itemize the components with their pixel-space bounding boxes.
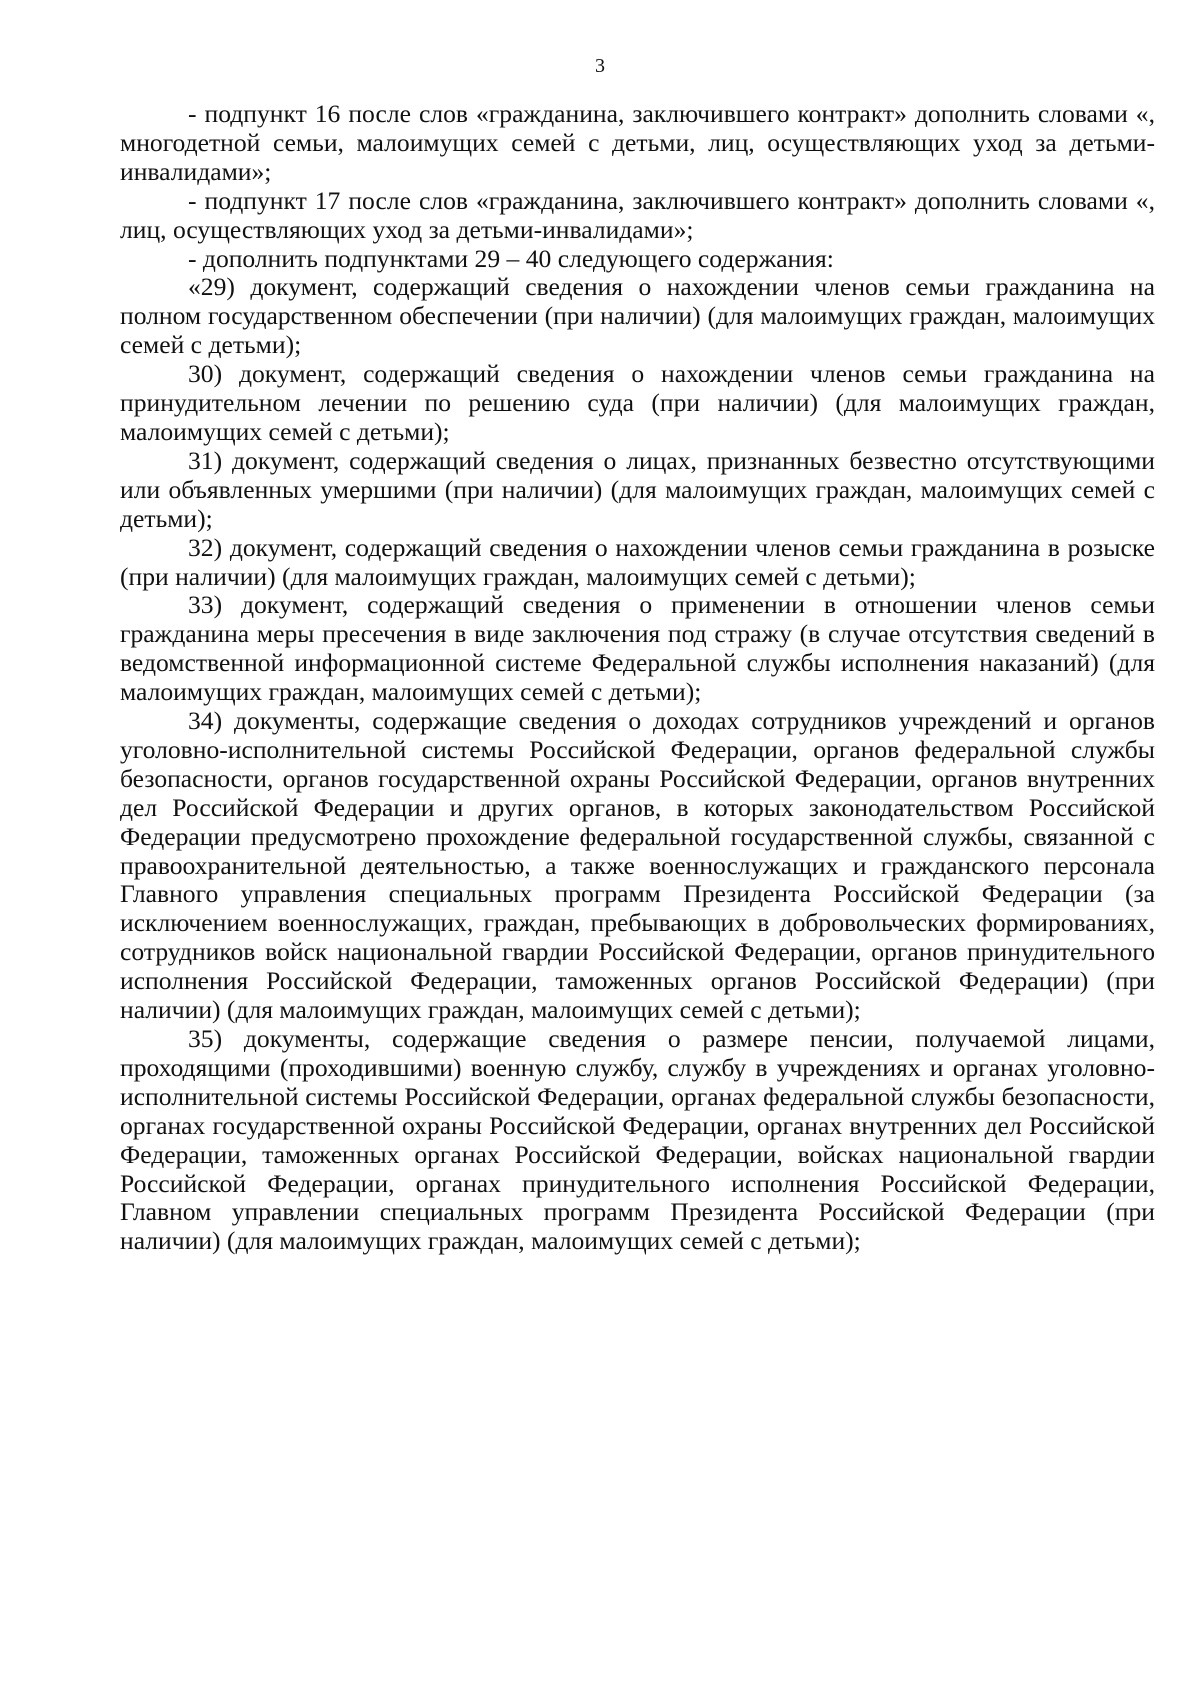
- body-text: [120, 100, 1155, 1256]
- paragraph-item-34: 34) документы, содержащие сведения о доходах сотрудников учреждений и органов уголовно-исполнительной системы Российской Федерации, органов федеральной службы безопасности, органов государственной охраны Российской Федерации, органов внутренних дел Российской Федерации и других органов, в которых законодательством Российской Федерации предусмотрено прохождение федеральной государственной службы, связанной с правоохранительной деятельностью, а также военнослужащих и гражданского персонала Главного управления специальных программ Президента Российской Федерации (за исключением военнослужащих, граждан, пребывающих в добровольческих формированиях, сотрудников войск национальной гвардии Российской Федерации, органов принудительного исполнения Российской Федерации, таможенных органов Российской Федерации) (при наличии) (для малоимущих граждан, малоимущих семей с детьми);: [120, 706, 1155, 1025]
- paragraph-item-30: 30) документ, содержащий сведения о нахождении членов семьи гражданина на принудительном лечении по решению суда (при наличии) (для малоимущих граждан, малоимущих семей с детьми);: [120, 359, 1155, 446]
- paragraph-item-32: 32) документ, содержащий сведения о нахождении членов семьи гражданина в розыске (при наличии) (для малоимущих граждан, малоимущих семей с детьми);: [120, 532, 1155, 591]
- paragraph-item-29: «29) документ, содержащий сведения о нахождении членов семьи гражданина на полном государственном обеспечении (при наличии) (для малоимущих граждан, малоимущих семей с детьми);: [120, 272, 1155, 360]
- paragraph-subitem-17: - подпункт 17 после слов «гражданина, заключившего контракт» дополнить словами «, лиц, осуществляющих уход за детьми-инвалидами»;: [120, 185, 1155, 244]
- paragraph-item-35: 35) документы, содержащие сведения о размере пенсии, получаемой лицами, проходящими (проходившими) военную службу, службу в учреждениях и органах уголовно-исполнительной системы Российской Федерации, органах федеральной службы безопасности, органах государственной охраны Российской Федерации, органах внутренних дел Российской Федерации, таможенных органах Российской Федерации, войсках национальной гвардии Российской Федерации, органах принудительного исполнения Российской Федерации, Главном управлении специальных программ Президента Российской Федерации (при наличии) (для малоимущих граждан, малоимущих семей с детьми);: [120, 1024, 1155, 1256]
- page-number: 3: [595, 55, 605, 77]
- paragraph-item-31: 31) документ, содержащий сведения о лицах, признанных безвестно отсутствующими или объявленных умершими (при наличии) (для малоимущих граждан, малоимущих семей с детьми);: [120, 445, 1155, 533]
- paragraph-subitem-16: - подпункт 16 после слов «гражданина, заключившего контракт» дополнить словами «, многодетной семьи, малоимущих семей с детьми, лиц, осуществляющих уход за детьми-инвалидами»;: [120, 99, 1155, 186]
- paragraph-item-33: 33) документ, содержащий сведения о применении в отношении членов семьи гражданина меры пресечения в виде заключения под стражу (в случае отсутствия сведений в ведомственной информационной системе Федеральной службы исполнения наказаний) (для малоимущих граждан, малоимущих семей с детьми);: [120, 590, 1155, 707]
- paragraph-add-subitems: - дополнить подпунктами 29 – 40 следующего содержания:: [188, 243, 834, 273]
